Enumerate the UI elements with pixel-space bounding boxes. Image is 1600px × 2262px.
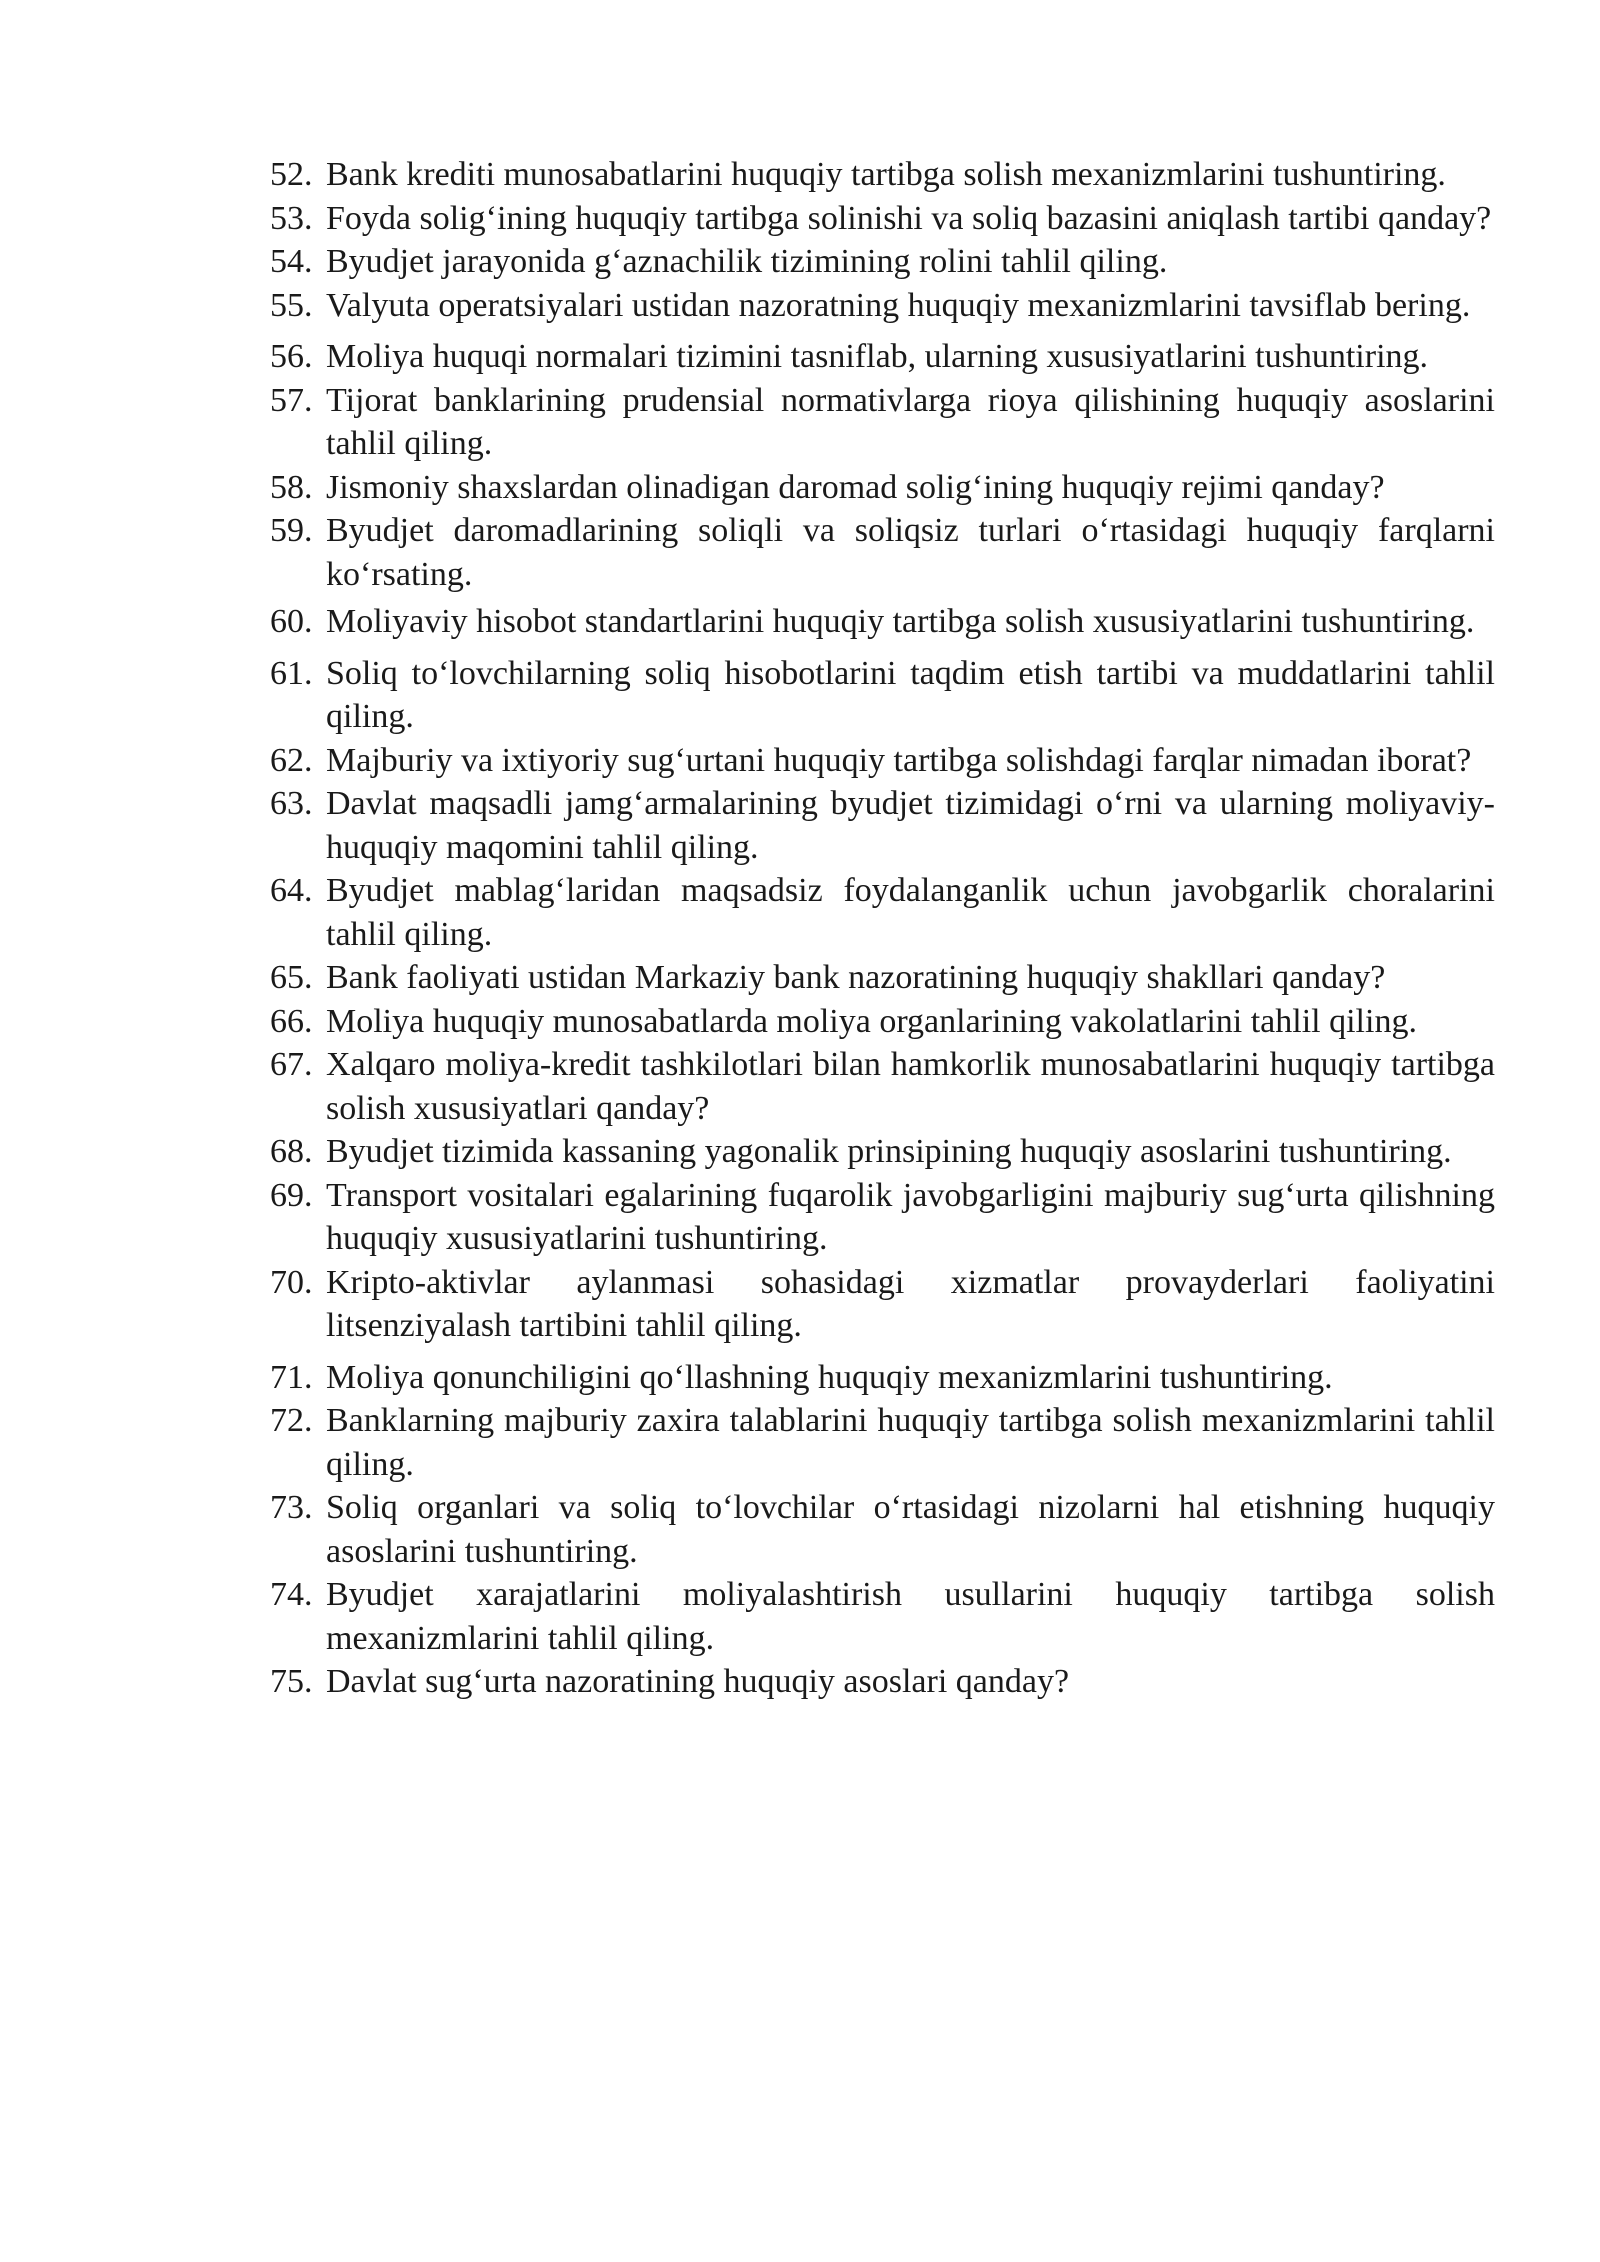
question-item [270, 153, 1495, 197]
question-list [270, 153, 1495, 1704]
question-item [270, 1356, 1495, 1400]
question-number: 69. [270, 1176, 313, 1214]
question-text: Kripto-aktivlar aylanmasi sohasidagi xizmatlar provayderlari faoliyatini litsenziyalash tartibini tahlil qiling. [326, 1263, 1495, 1344]
question-number: 67. [270, 1046, 313, 1083]
question-item [270, 956, 1495, 1000]
question-text: Foyda solig‘ining huquqiy tartibga solinishi va soliq bazasini aniqlash tartibi qanday? [326, 199, 1492, 237]
question-text: Valyuta operatsiyalari ustidan nazoratning huquqiy mexanizmlarini tavsiflab bering. [326, 286, 1471, 324]
question-text: Moliyaviy hisobot standartlarini huquqiy tartibga solish xususiyatlarini tushuntiring. [326, 603, 1475, 640]
question-text: Soliq organlari va soliq to‘lovchilar o‘rtasidagi nizolarni hal etishning huquqiy asoslarini tushuntiring. [326, 1489, 1495, 1570]
question-number: 54. [270, 243, 313, 280]
question-item [270, 1573, 1495, 1660]
question-number: 59. [270, 512, 313, 549]
question-text: Jismoniy shaxslardan olinadigan daromad solig‘ining huquqiy rejimi qanday? [326, 468, 1385, 506]
question-item [270, 240, 1495, 284]
question-number: 56. [270, 338, 313, 375]
question-number: 60. [270, 603, 313, 640]
question-number: 70. [270, 1263, 313, 1301]
question-text: Banklarning majburiy zaxira talablarini huquqiy tartibga solish mexanizmlarini tahlil qiling. [326, 1402, 1495, 1483]
question-number: 68. [270, 1133, 313, 1170]
question-text: Byudjet tizimida kassaning yagonalik prinsipining huquqiy asoslarini tushuntiring. [326, 1133, 1452, 1170]
question-item [270, 782, 1495, 869]
question-text: Byudjet xarajatlarini moliyalashtirish usullarini huquqiy tartibga solish mexanizmlarini tahlil qiling. [326, 1576, 1495, 1657]
question-number: 75. [270, 1663, 313, 1700]
question-number: 71. [270, 1358, 313, 1396]
question-item [270, 1660, 1495, 1704]
question-text: Moliya huquqi normalari tizimini tasniflab, ularning xususiyatlarini tushuntiring. [326, 338, 1429, 375]
question-number: 55. [270, 286, 313, 324]
question-text: Tijorat banklarining prudensial normativlarga rioya qilishining huquqiy asoslarini tahlil qiling. [326, 381, 1495, 462]
question-number: 52. [270, 156, 313, 193]
question-text: Transport vositalari egalarining fuqarolik javobgarligini majburiy sug‘urta qilishning huquqiy xususiyatlarini tushuntiring. [326, 1176, 1495, 1257]
question-number: 74. [270, 1576, 313, 1613]
question-item [270, 509, 1495, 596]
question-item [270, 284, 1495, 328]
question-number: 64. [270, 872, 313, 909]
question-item [270, 335, 1495, 379]
question-text: Byudjet jarayonida g‘aznachilik tizimining rolini tahlil qiling. [326, 243, 1168, 280]
question-text: Bank krediti munosabatlarini huquqiy tartibga solish mexanizmlarini tushuntiring. [326, 156, 1446, 193]
question-text: Majburiy va ixtiyoriy sug‘urtani huquqiy tartibga solishdagi farqlar nimadan iborat? [326, 741, 1472, 779]
question-item [270, 1486, 1495, 1573]
question-text: Soliq to‘lovchilarning soliq hisobotlarini taqdim etish tartibi va muddatlarini tahlil qiling. [326, 654, 1495, 735]
question-number: 58. [270, 468, 313, 506]
question-number: 63. [270, 785, 313, 822]
question-number: 65. [270, 959, 313, 996]
question-number: 66. [270, 1002, 313, 1040]
question-item [270, 1130, 1495, 1174]
question-text: Byudjet daromadlarining soliqli va soliqsiz turlari o‘rtasidagi huquqiy farqlarni ko‘rsating. [326, 512, 1495, 593]
question-number: 72. [270, 1402, 313, 1439]
question-item [270, 652, 1495, 739]
question-item [270, 197, 1495, 241]
question-text: Moliya huquqiy munosabatlarda moliya organlarining vakolatlarini tahlil qiling. [326, 1002, 1417, 1040]
question-item [270, 1043, 1495, 1130]
question-number: 62. [270, 741, 313, 779]
question-item [270, 466, 1495, 510]
question-item [270, 379, 1495, 466]
question-item [270, 1399, 1495, 1486]
question-number: 73. [270, 1489, 313, 1526]
question-number: 57. [270, 381, 313, 419]
question-item [270, 1000, 1495, 1044]
question-text: Davlat maqsadli jamg‘armalarining byudjet tizimidagi o‘rni va ularning moliyaviy-huquqiy maqomini tahlil qiling. [326, 785, 1495, 866]
question-text: Byudjet mablag‘laridan maqsadsiz foydalanganlik uchun javobgarlik choralarini tahlil qiling. [326, 872, 1495, 953]
question-text: Bank faoliyati ustidan Markaziy bank nazoratining huquqiy shakllari qanday? [326, 959, 1386, 996]
question-number: 61. [270, 654, 313, 692]
question-item [270, 739, 1495, 783]
question-number: 53. [270, 199, 313, 237]
question-text: Davlat sug‘urta nazoratining huquqiy asoslari qanday? [326, 1663, 1070, 1700]
question-text: Xalqaro moliya-kredit tashkilotlari bilan hamkorlik munosabatlarini huquqiy tartibga solish xususiyatlari qanday? [326, 1046, 1495, 1127]
question-text: Moliya qonunchiligini qo‘llashning huquqiy mexanizmlarini tushuntiring. [326, 1358, 1333, 1396]
question-item [270, 600, 1495, 644]
question-item [270, 1174, 1495, 1261]
question-item [270, 869, 1495, 956]
question-item [270, 1261, 1495, 1348]
